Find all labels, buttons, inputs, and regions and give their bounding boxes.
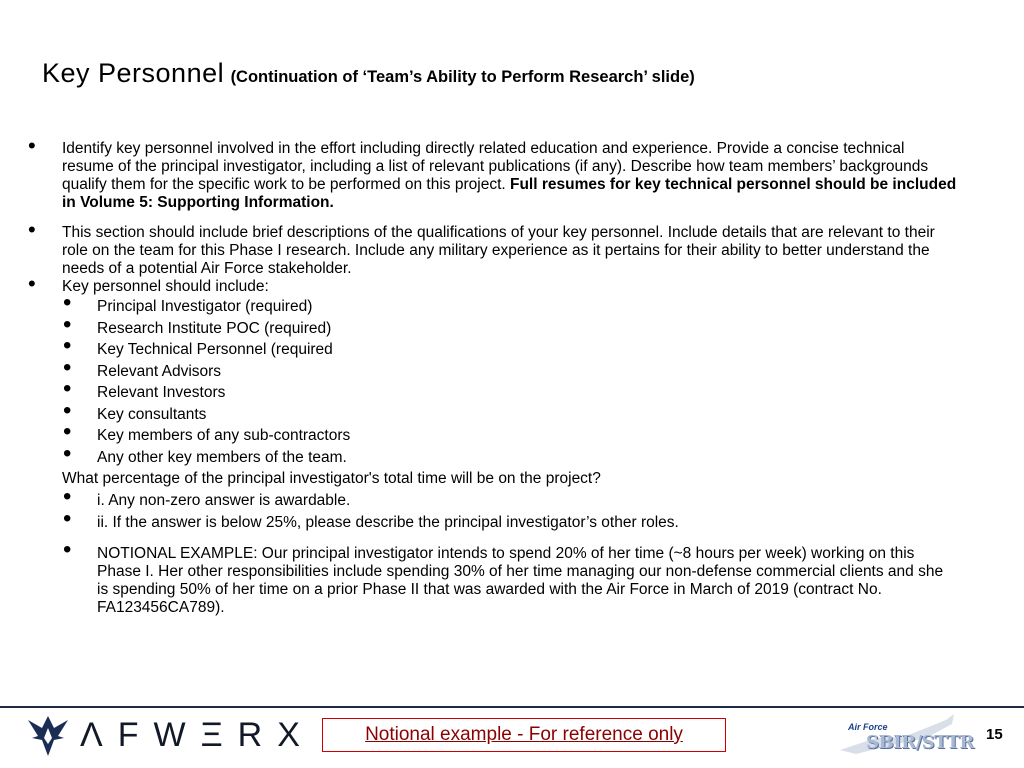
- list-item: • Relevant Advisors: [28, 361, 958, 383]
- list-item: • Research Institute POC (required): [28, 318, 958, 340]
- sbir-sttr-label: SBIR/STTR: [866, 732, 974, 753]
- afwerx-logo-text: ΛFWΞRX: [80, 716, 315, 754]
- list-item: • Key consultants: [28, 404, 958, 426]
- percentage-question: What percentage of the principal investigator's total time will be on the project?: [62, 470, 601, 487]
- bullet-identify: [28, 140, 958, 212]
- footer-divider: [0, 706, 1024, 708]
- slide-content: [28, 140, 958, 617]
- bullet-key-personnel-text: Key personnel should include:: [62, 278, 269, 295]
- list-item: • Key Technical Personnel (required: [28, 339, 958, 361]
- title-main: Key Personnel: [42, 58, 225, 88]
- list-item: • Any other key members of the team.: [28, 447, 958, 469]
- bullet-identify-bold: Full resumes for key technical personnel should be included in Volume 5: Supporting Information.: [62, 176, 957, 211]
- bullet-key-personnel: [28, 278, 958, 296]
- notional-example: • NOTIONAL EXAMPLE: Our principal investigator intends to spend 20% of her time (~8 hours per week) working on this Phase I. Her other responsibilities include spending 30% of her time managing our non-defense commercial clients and she is spending 50% of her time on a prior Phase II that was awarded with the Air Force in March of 2019 (contract No. FA123456CA789).: [28, 545, 958, 617]
- list-item: • Relevant Investors: [28, 382, 958, 404]
- notional-example-banner: Notional example - For reference only: [322, 718, 726, 752]
- bullet-section-text: This section should include brief descriptions of the qualifications of your key personnel. Include details that are relevant to their role on the team for this Phase I research. Include any military experience as it pertains for their ability to better understand the needs of a potential Air Force stakeholder.: [62, 224, 935, 277]
- page-number: 15: [986, 726, 1003, 743]
- title-subtitle: (Continuation of ‘Team’s Ability to Perform Research’ slide): [230, 68, 695, 86]
- bullet-section: [28, 224, 958, 278]
- list-item: • Key members of any sub-contractors: [28, 425, 958, 447]
- slide-title: [42, 58, 695, 89]
- sbir-sttr-logo: [836, 710, 972, 760]
- list-item: • i. Any non-zero answer is awardable.: [28, 490, 958, 512]
- sbir-air-force-label: Air Force: [848, 722, 888, 732]
- bullet-identify-text: Identify key personnel involved in the effort including directly related education and experience. Provide a concise technical resume of the principal investigator, including a list of relevant publications (if any). Describe how team members’ backgrounds qualify them for the specific work to be performed on this project.: [62, 140, 929, 193]
- list-item: • Principal Investigator (required): [28, 296, 958, 318]
- air-force-wings-icon: [24, 714, 72, 758]
- list-item: • ii. If the answer is below 25%, please describe the principal investigator’s other roles.: [28, 512, 958, 534]
